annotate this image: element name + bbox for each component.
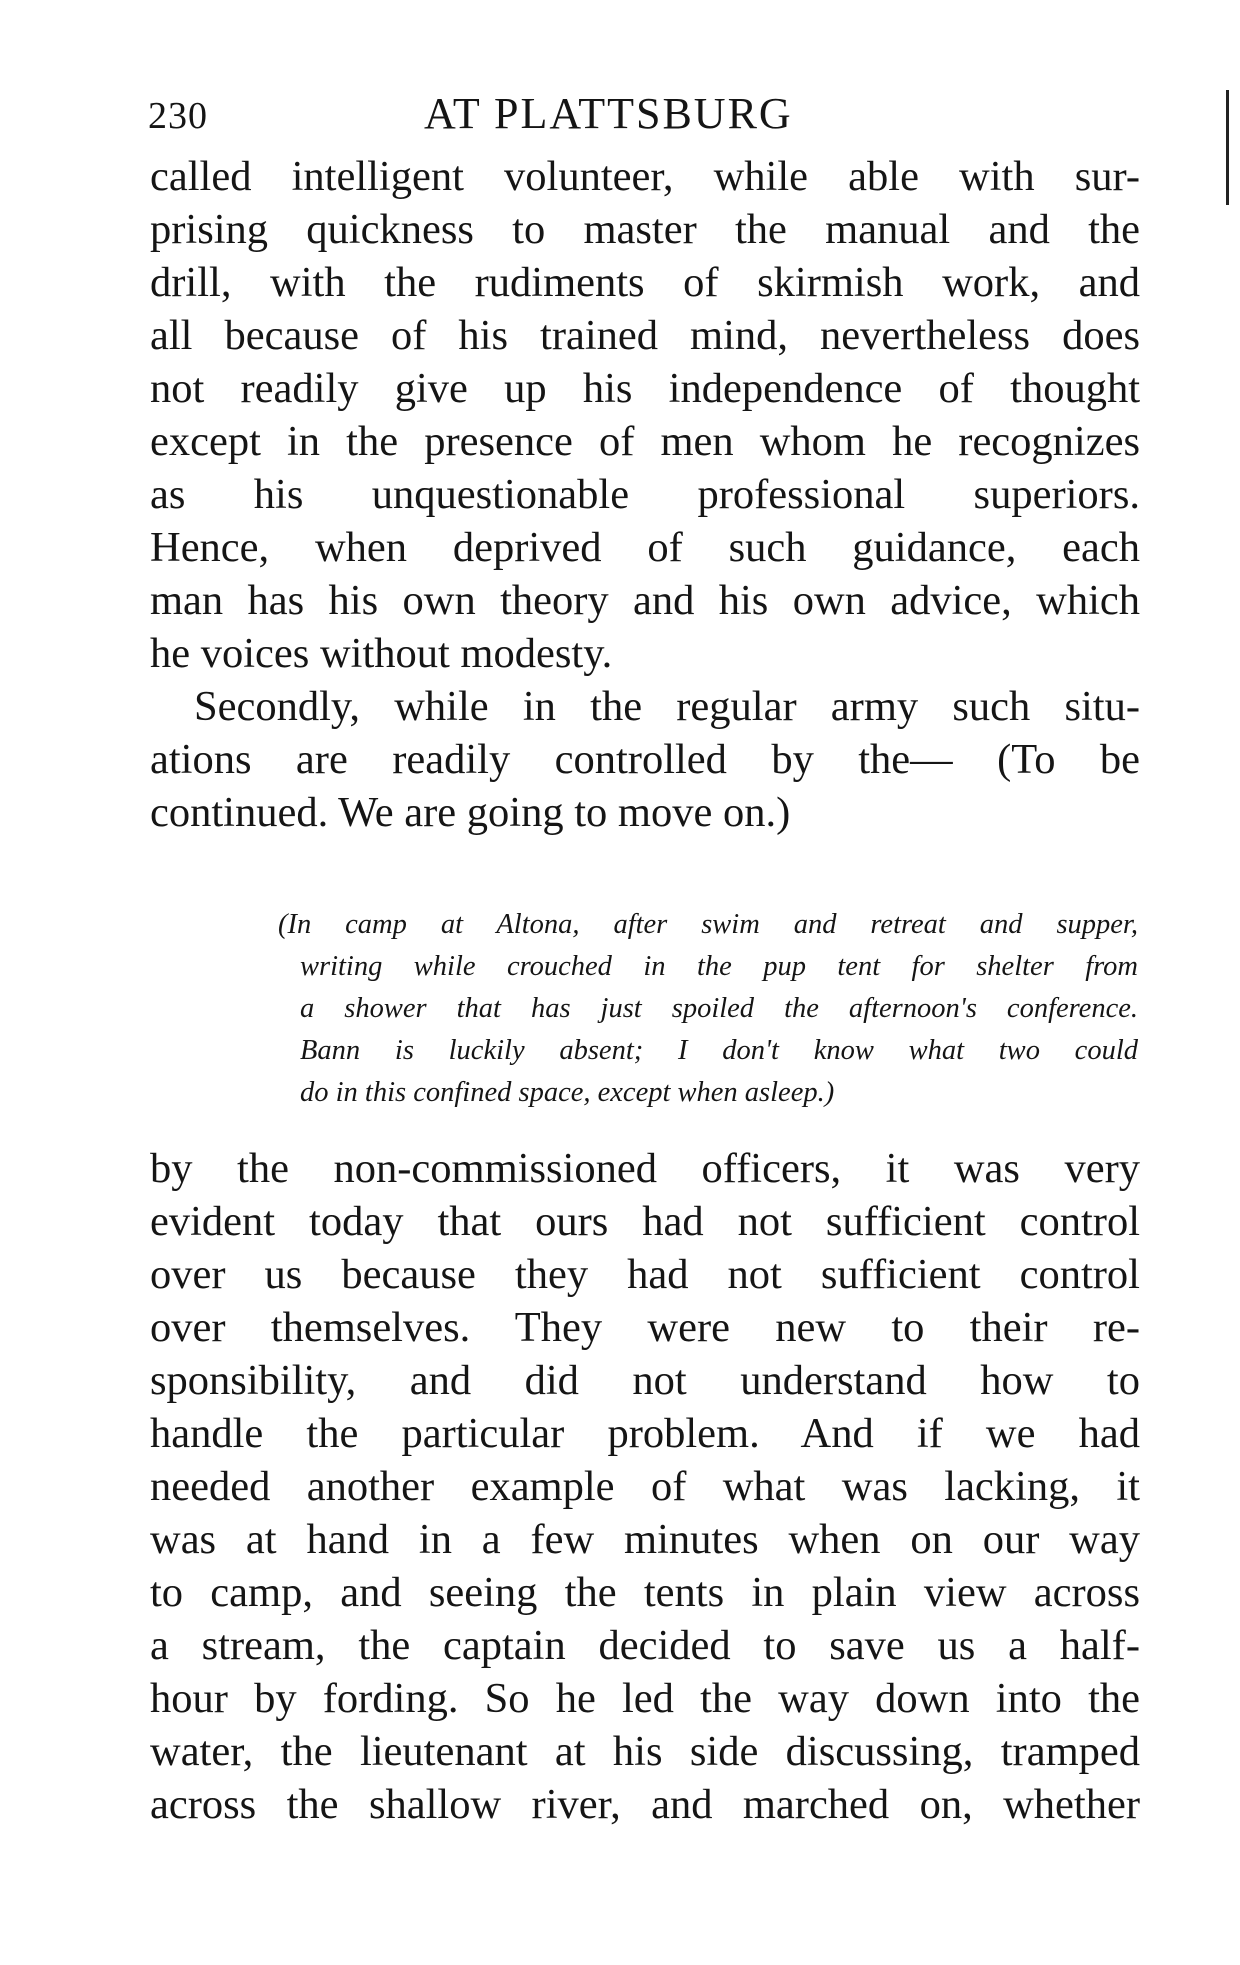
text-line: over themselves. They were new to their re-	[150, 1304, 1140, 1351]
paragraph-2	[150, 680, 1140, 839]
text-line: not readily give up his independence of thought	[150, 365, 1140, 412]
page-number: 230	[148, 95, 208, 137]
text-line: a stream, the captain decided to save us a half-	[150, 1622, 1140, 1669]
text-line: water, the lieutenant at his side discussing, tramped	[150, 1728, 1140, 1775]
text-line: hour by fording. So he led the way down into the	[150, 1675, 1140, 1722]
note-line: writing while crouched in the pup tent for shelter from	[300, 951, 1138, 982]
text-line: prising quickness to master the manual and the	[150, 206, 1140, 253]
text-line: Hence, when deprived of such guidance, each	[150, 524, 1140, 571]
text-line: needed another example of what was lacking, it	[150, 1463, 1140, 1510]
text-line: he voices without modesty.	[150, 630, 613, 677]
note-line: (In camp at Altona, after swim and retreat and supper,	[278, 909, 1138, 940]
paragraph-1	[150, 150, 1140, 680]
text-line: handle the particular problem. And if we had	[150, 1410, 1140, 1457]
paragraph-3	[150, 1142, 1140, 1831]
note-line: do in this confined space, except when asleep.)	[300, 1077, 835, 1108]
italic-note	[278, 904, 1138, 1114]
text-line: ations are readily controlled by the— (To be	[150, 736, 1140, 783]
scan-edge-mark	[1226, 90, 1229, 205]
text-line: all because of his trained mind, nevertheless does	[150, 312, 1140, 359]
text-line: Secondly, while in the regular army such situ-	[194, 683, 1140, 730]
text-line: as his unquestionable professional superiors.	[150, 471, 1140, 518]
running-head: AT PLATTSBURG	[424, 89, 793, 138]
text-line: drill, with the rudiments of skirmish work, and	[150, 259, 1140, 306]
page-header	[148, 88, 1148, 148]
text-line: over us because they had not sufficient control	[150, 1251, 1140, 1298]
text-line: man has his own theory and his own advice, which	[150, 577, 1140, 624]
text-line: across the shallow river, and marched on, whether	[150, 1781, 1140, 1828]
text-line: to camp, and seeing the tents in plain view across	[150, 1569, 1140, 1616]
note-line: Bann is luckily absent; I don't know what two could	[300, 1035, 1138, 1066]
text-line: called intelligent volunteer, while able with sur-	[150, 153, 1140, 200]
text-line: by the non-commissioned officers, it was very	[150, 1145, 1140, 1192]
note-line: a shower that has just spoiled the afternoon's conference.	[300, 993, 1138, 1024]
text-line: evident today that ours had not sufficient control	[150, 1198, 1140, 1245]
text-line: sponsibility, and did not understand how to	[150, 1357, 1140, 1404]
text-line: was at hand in a few minutes when on our way	[150, 1516, 1140, 1563]
text-line: except in the presence of men whom he recognizes	[150, 418, 1140, 465]
text-line: continued. We are going to move on.)	[150, 789, 791, 836]
